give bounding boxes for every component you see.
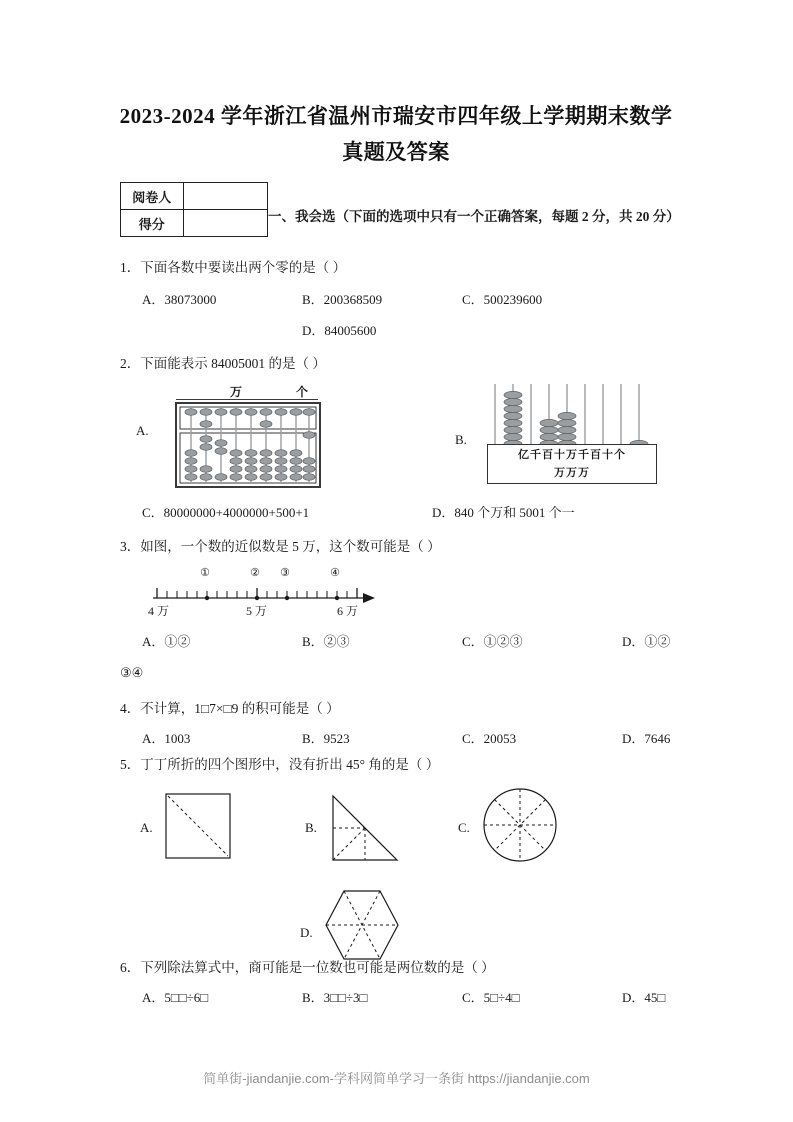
section-heading: 一、我会选（下面的选项中只有一个正确答案，每题 2 分，共 20 分） <box>268 209 680 224</box>
question-6-stem: 6．下列除法算式中，商可能是一位数也可能是两位数的是（ ） <box>120 960 495 975</box>
question-1-stem: 1．下面各数中要读出两个零的是（ ） <box>120 260 347 275</box>
question-4-stem: 4．不计算，1□7×□9 的积可能是（ ） <box>120 701 340 716</box>
q2-option-b-letter[interactable]: B. <box>455 432 467 447</box>
q6-option-d[interactable]: D．45□ <box>622 990 666 1005</box>
abacus-label-wan: 万 <box>230 385 243 399</box>
q2-option-a-letter[interactable]: A. <box>136 423 149 438</box>
shape-circle-with-eight-radii <box>478 783 562 872</box>
q4-option-b[interactable]: B．9523 <box>302 731 350 746</box>
q4-option-c[interactable]: C．20053 <box>462 731 517 746</box>
counter-label-line1: 亿千百十万千百十个 <box>518 449 626 461</box>
grader-value[interactable] <box>183 183 267 210</box>
q3-option-b[interactable]: B．②③ <box>302 634 350 649</box>
q6-option-b[interactable]: B．3□□÷3□ <box>302 990 368 1005</box>
score-value[interactable] <box>183 210 267 237</box>
number-line-marker-1: ① <box>200 566 210 579</box>
question-2-stem: 2．下面能表示 84005001 的是（ ） <box>120 356 326 371</box>
abacus-label-ge: 个 <box>296 385 309 399</box>
abacus-svg <box>168 401 348 491</box>
number-line-marker-4: ④ <box>330 566 340 579</box>
number-line-illustration <box>145 568 380 620</box>
q2-option-c[interactable]: C．80000000+4000000+500+1 <box>142 505 310 520</box>
number-line-label-right: 6 万 <box>337 604 359 618</box>
number-line-label-left: 4 万 <box>148 604 170 618</box>
q6-option-c[interactable]: C．5□÷4□ <box>462 990 520 1005</box>
number-line-label-mid: 5 万 <box>246 604 268 618</box>
q1-option-c[interactable]: C．500239600 <box>462 292 543 307</box>
number-line-marker-3: ③ <box>280 566 290 579</box>
q3-option-c[interactable]: C．①②③ <box>462 634 523 649</box>
title-line-2: 真题及答案 <box>342 140 450 164</box>
table-row <box>121 210 268 237</box>
number-line-marker-2: ② <box>250 566 260 579</box>
title-line-1: 2023-2024 学年浙江省温州市瑞安市四年级上学期期末数学 <box>119 104 673 128</box>
circle-with-eight-radii-icon <box>478 783 562 867</box>
abacus-illustration <box>168 383 348 491</box>
q2-option-d[interactable]: D．840 个万和 5001 个一 <box>432 505 575 520</box>
q5-option-b-letter[interactable]: B. <box>305 820 317 835</box>
q5-option-a-letter[interactable]: A. <box>140 820 153 835</box>
hexagon-with-diagonals-icon <box>320 885 404 965</box>
q1-option-a[interactable]: A．38073000 <box>142 292 217 307</box>
counter-label-line2: 万万万 <box>554 467 590 479</box>
q6-option-a[interactable]: A．5□□÷6□ <box>142 990 209 1005</box>
place-value-counter-illustration <box>487 382 657 486</box>
score-label: 得分 <box>121 210 184 237</box>
counter-place-labels <box>487 444 657 484</box>
q5-option-d-letter[interactable]: D. <box>300 925 313 940</box>
table-row <box>121 183 268 210</box>
question-5-stem: 5．丁丁所折的四个图形中，没有折出 45° 角的是（ ） <box>120 757 440 772</box>
q1-option-d[interactable]: D．84005600 <box>302 323 377 338</box>
q5-option-c-letter[interactable]: C. <box>458 820 470 835</box>
shape-right-triangle-with-folds <box>325 790 403 873</box>
shape-square-with-diagonal <box>162 790 234 867</box>
q3-option-a[interactable]: A．①② <box>142 634 191 649</box>
right-triangle-with-folds-icon <box>325 790 403 868</box>
abacus-top-rule <box>176 399 318 400</box>
q3-option-d[interactable]: D．①② <box>622 634 671 649</box>
q1-option-b[interactable]: B．200368509 <box>302 292 383 307</box>
grader-label: 阅卷人 <box>121 183 184 210</box>
counter-svg <box>487 382 657 452</box>
square-with-diagonal-icon <box>162 790 234 862</box>
question-3-stem: 3．如图，一个数的近似数是 5 万，这个数可能是（ ） <box>120 539 441 554</box>
q3-option-d-continued[interactable]: ③④ <box>120 665 144 680</box>
footer-watermark: 简单街-jiandanjie.com-学科网简单学习一条街 https://jiandanjie.com <box>203 1071 590 1086</box>
score-table <box>120 182 268 237</box>
page-title <box>96 98 696 170</box>
q4-option-d[interactable]: D．7646 <box>622 731 671 746</box>
q4-option-a[interactable]: A．1003 <box>142 731 191 746</box>
